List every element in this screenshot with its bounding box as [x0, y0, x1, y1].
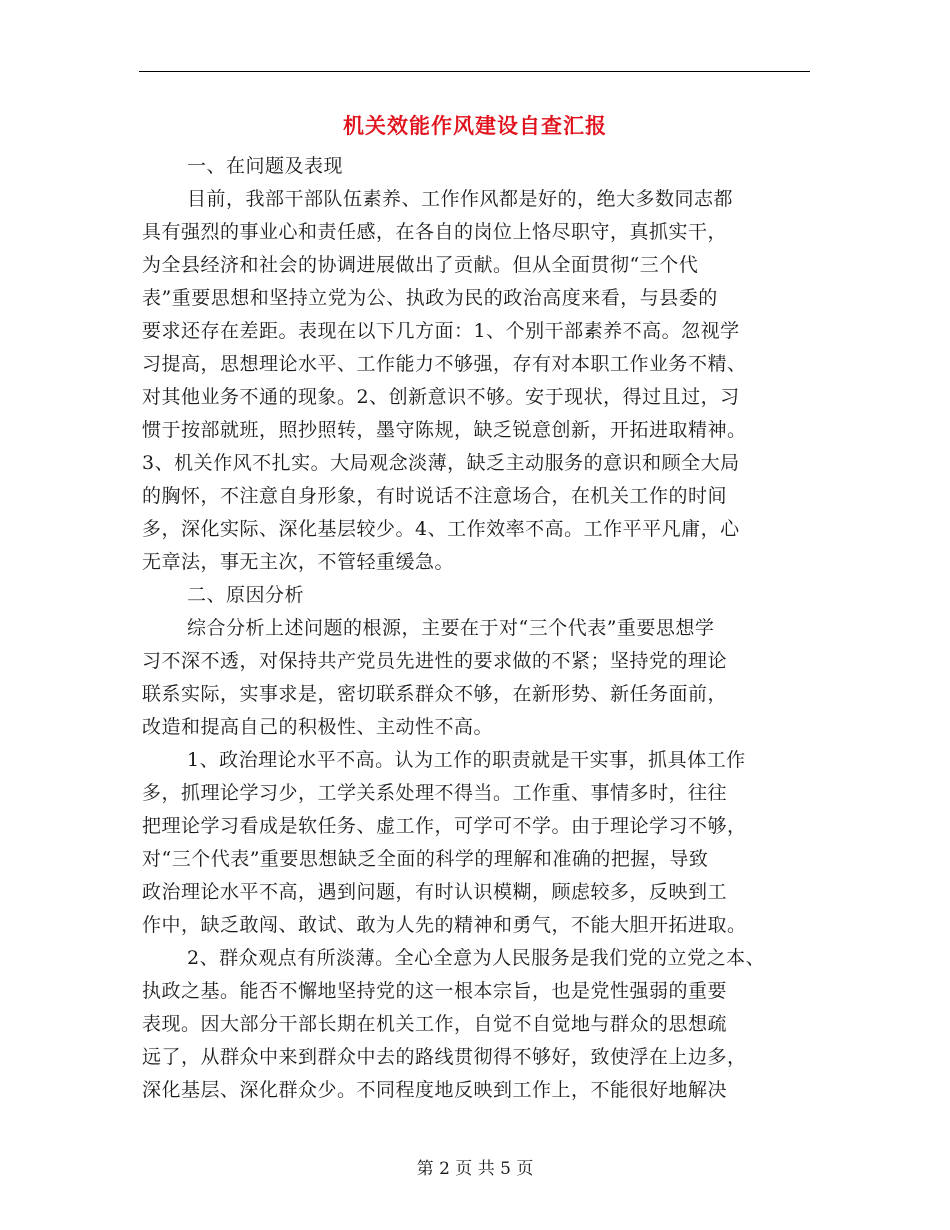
text-line: 综合分析上述问题的根源，主要在于对“三个代表”重要思想学	[187, 617, 715, 639]
text-line: 惯于按部就班，照抄照转，墨守陈规，缺乏锐意创新，开拓进取精神。	[142, 419, 747, 441]
text-line: 2、群众观点有所淡薄。全心全意为人民服务是我们党的立党之本、	[187, 947, 766, 969]
text-line: 表”重要思想和坚持立党为公、执政为民的政治高度来看，与县委的	[142, 287, 718, 309]
text-line: 1、政治理论水平不高。认为工作的职责就是干实事，抓具体工作	[187, 749, 746, 771]
text-line: 多，深化实际、深化基层较少。4、工作效率不高。工作平平凡庸，心	[142, 518, 740, 540]
text-line: 作中，缺乏敢闯、敢试、敢为人先的精神和勇气，不能大胆开拓进取。	[142, 914, 747, 936]
text-line: 联系实际，实事求是，密切联系群众不够，在新形势、新任务面前，	[142, 683, 728, 705]
text-line: 执政之基。能否不懈地坚持党的这一根本宗旨，也是党性强弱的重要	[142, 980, 728, 1002]
page-number: 第 2 页 共 5 页	[416, 1159, 534, 1179]
text-line: 习不深不透，对保持共产党员先进性的要求做的不紧；坚持党的理论	[142, 650, 728, 672]
text-line: 对其他业务不通的现象。2、创新意识不够。安于现状，得过且过，习	[142, 386, 740, 408]
text-line: 习提高，思想理论水平、工作能力不够强，存有对本职工作业务不精、	[142, 353, 747, 375]
text-line: 多，抓理论学习少，工学关系处理不得当。工作重、事情多时，往往	[142, 782, 728, 804]
text-line: 3、机关作风不扎实。大局观念淡薄，缺乏主动服务的意识和顾全大局	[142, 452, 740, 474]
text-line: 具有强烈的事业心和责任感，在各自的岗位上恪尽职守，真抓实干，	[142, 221, 728, 243]
text-line: 政治理论水平不高，遇到问题，有时认识模糊，顾虑较多，反映到工	[142, 881, 728, 903]
section-heading: 一、在问题及表现	[187, 155, 344, 177]
document-title: 机关效能作风建设自查汇报	[343, 113, 607, 138]
section-heading: 二、原因分析	[187, 584, 305, 606]
text-line: 对“三个代表”重要思想缺乏全面的科学的理解和准确的把握，导致	[142, 848, 709, 870]
text-line: 表现。因大部分干部长期在机关工作，自觉不自觉地与群众的思想疏	[142, 1013, 728, 1035]
text-line: 的胸怀，不注意自身形象，有时说话不注意场合，在机关工作的时间	[142, 485, 728, 507]
text-line: 改造和提高自己的积极性、主动性不高。	[142, 716, 494, 738]
text-line: 为全县经济和社会的协调进展做出了贡献。但从全面贯彻“三个代	[142, 254, 699, 276]
text-line: 无章法，事无主次，不管轻重缓急。	[142, 551, 455, 573]
text-line: 目前，我部干部队伍素养、工作作风都是好的，绝大多数同志都	[187, 188, 734, 210]
text-line: 深化基层、深化群众少。不同程度地反映到工作上，不能很好地解决	[142, 1079, 728, 1101]
text-line: 要求还存在差距。表现在以下几方面：1、个别干部素养不高。忽视学	[142, 320, 740, 342]
text-line: 把理论学习看成是软任务、虚工作，可学可不学。由于理论学习不够，	[142, 815, 747, 837]
text-line: 远了，从群众中来到群众中去的路线贯彻得不够好，致使浮在上边多，	[142, 1046, 747, 1068]
header-rule	[139, 71, 810, 72]
